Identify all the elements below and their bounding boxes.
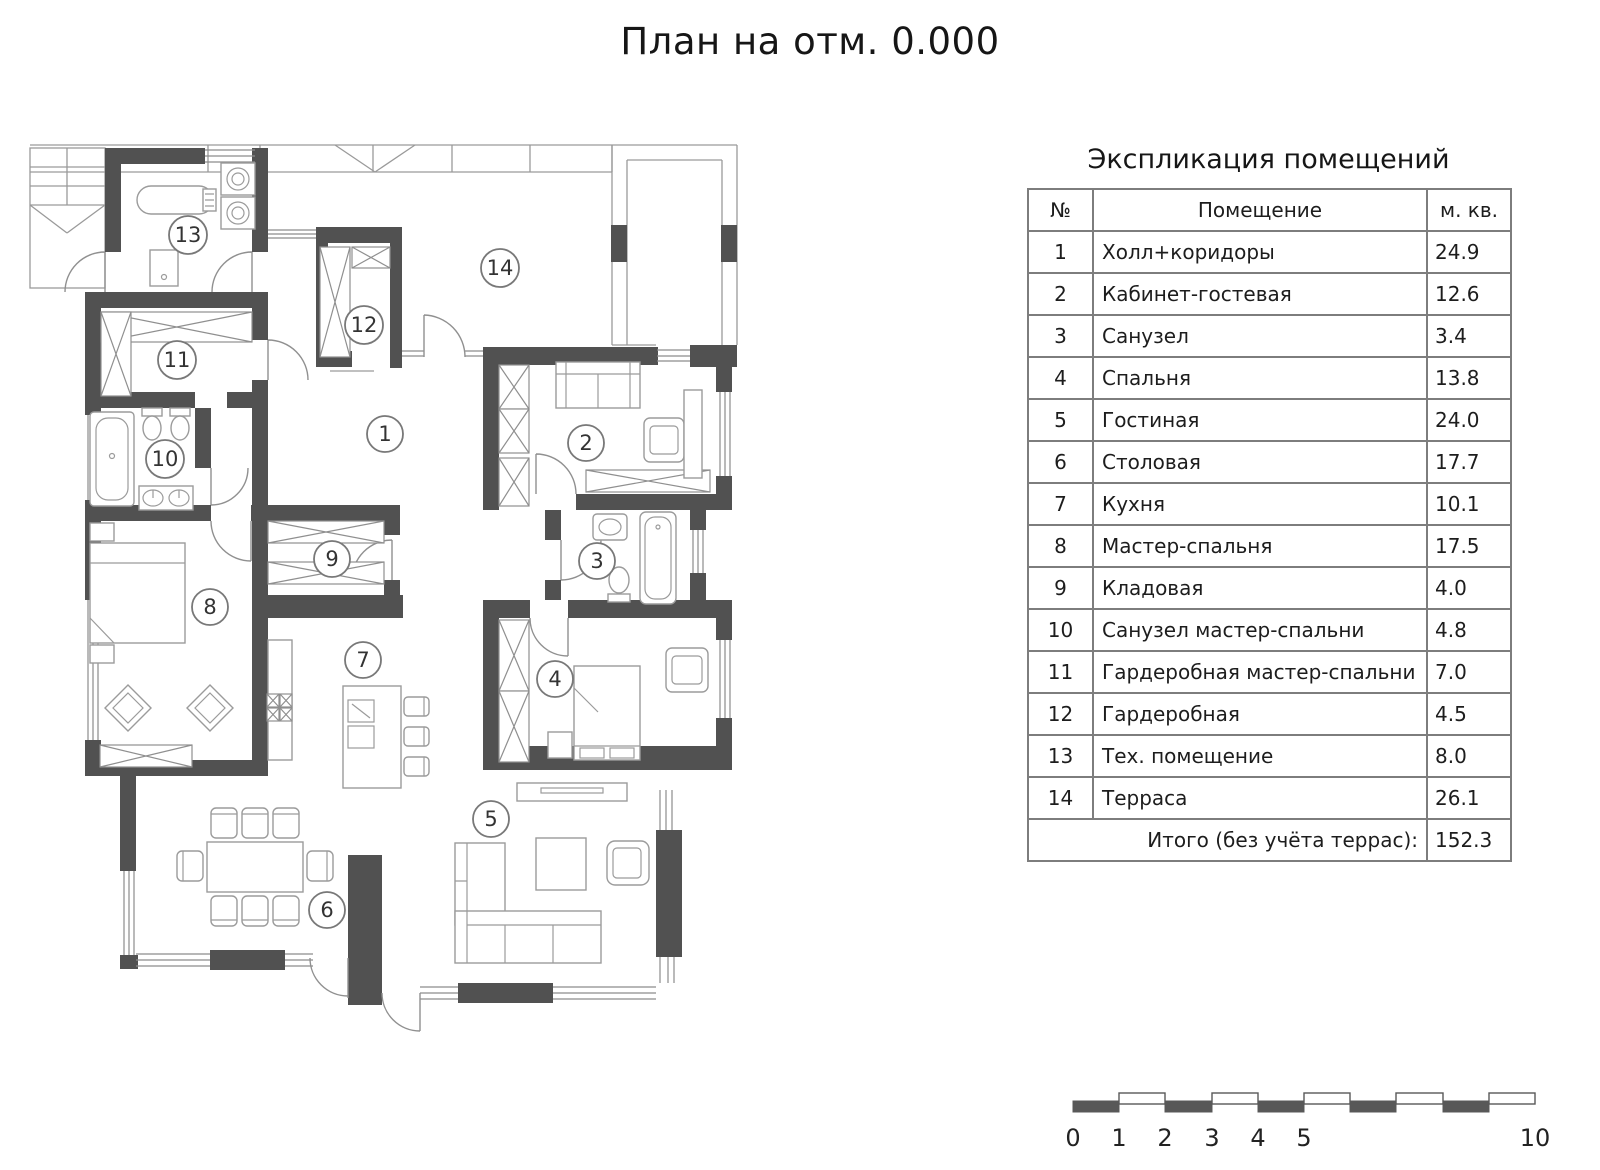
- total-label: Итого (без учёта террас):: [1028, 819, 1427, 861]
- room-label-9: [314, 541, 350, 577]
- room-num: 2: [1028, 273, 1093, 315]
- table-total-row: [1028, 819, 1511, 861]
- scale-label: 1: [1111, 1124, 1127, 1152]
- double-sink: [139, 486, 193, 510]
- room-name: Тех. помещение: [1093, 735, 1427, 777]
- room-label-2: [568, 425, 604, 461]
- dryer-icon: [221, 197, 255, 229]
- room-num: 5: [1028, 399, 1093, 441]
- svg-text:9: 9: [325, 547, 339, 571]
- room-name: Спальня: [1093, 357, 1427, 399]
- room-label-7: [345, 642, 381, 678]
- room-num: 1: [1028, 231, 1093, 273]
- room-num: 4: [1028, 357, 1093, 399]
- table-row: [1028, 315, 1511, 357]
- table-row: [1028, 693, 1511, 735]
- room-name: Гардеробная мастер-спальни: [1093, 651, 1427, 693]
- kitchen-island: [343, 686, 429, 788]
- bathtub-master: [90, 412, 134, 506]
- column-header-name: Помещение: [1093, 189, 1427, 231]
- terrace-outline: [612, 145, 737, 345]
- table-row: [1028, 567, 1511, 609]
- stove-icon: [267, 694, 292, 721]
- svg-text:14: 14: [486, 256, 514, 280]
- svg-text:4: 4: [548, 667, 562, 691]
- armchair-bedroom4: [666, 648, 708, 692]
- room-area: 4.0: [1427, 567, 1511, 609]
- room-num: 11: [1028, 651, 1093, 693]
- toilet-master: [142, 408, 162, 440]
- armchair: [105, 685, 151, 731]
- armchair-study: [644, 418, 684, 462]
- room-name: Кладовая: [1093, 567, 1427, 609]
- table-row: [1028, 483, 1511, 525]
- room-name: Кабинет-гостевая: [1093, 273, 1427, 315]
- armchair: [187, 685, 233, 731]
- svg-text:3: 3: [590, 549, 604, 573]
- closet-room4: [499, 620, 529, 762]
- total-value: 152.3: [1427, 819, 1511, 861]
- bathtub: [640, 512, 676, 604]
- room-area: 8.0: [1427, 735, 1511, 777]
- room-num: 9: [1028, 567, 1093, 609]
- armchair-living: [607, 841, 649, 885]
- room-label-1: [367, 416, 403, 452]
- svg-text:13: 13: [174, 223, 202, 247]
- room-area: 24.0: [1427, 399, 1511, 441]
- room-schedule-table: [1027, 188, 1512, 862]
- room-num: 13: [1028, 735, 1093, 777]
- svg-text:11: 11: [163, 348, 191, 372]
- room-area: 7.0: [1427, 651, 1511, 693]
- table-row: [1028, 735, 1511, 777]
- scale-label: 2: [1157, 1124, 1173, 1152]
- room-label-10: [146, 440, 184, 478]
- scale-label: 3: [1204, 1124, 1220, 1152]
- room-area: 12.6: [1427, 273, 1511, 315]
- scale-bar: [1065, 1093, 1550, 1152]
- column-header-num: №: [1028, 189, 1093, 231]
- scale-label: 0: [1065, 1124, 1081, 1152]
- table-row: [1028, 357, 1511, 399]
- scale-label: 10: [1519, 1124, 1551, 1152]
- boiler: [137, 186, 216, 214]
- svg-text:12: 12: [350, 313, 378, 337]
- room-label-12: [345, 306, 383, 344]
- coffee-table: [536, 838, 586, 890]
- room-name: Столовая: [1093, 441, 1427, 483]
- room-num: 7: [1028, 483, 1093, 525]
- room-label-4: [537, 661, 573, 697]
- svg-text:5: 5: [484, 807, 498, 831]
- room-label-13: [169, 216, 207, 254]
- room-name: Санузел: [1093, 315, 1427, 357]
- room-area: 4.5: [1427, 693, 1511, 735]
- room-num: 12: [1028, 693, 1093, 735]
- table-row: [1028, 399, 1511, 441]
- table-row: [1028, 777, 1511, 819]
- room-name: Кухня: [1093, 483, 1427, 525]
- utility-panel: [150, 250, 178, 286]
- sink-bath: [593, 514, 627, 540]
- bed-master: [90, 523, 185, 663]
- page-title: План на отм. 0.000: [620, 20, 1000, 63]
- scale-label: 5: [1296, 1124, 1312, 1152]
- desk-study: [684, 390, 702, 478]
- room-num: 14: [1028, 777, 1093, 819]
- svg-text:1: 1: [378, 422, 392, 446]
- room-area: 17.7: [1427, 441, 1511, 483]
- room-area: 4.8: [1427, 609, 1511, 651]
- table-row: [1028, 273, 1511, 315]
- table-row: [1028, 441, 1511, 483]
- room-label-3: [579, 543, 615, 579]
- svg-text:7: 7: [356, 648, 370, 672]
- room-num: 10: [1028, 609, 1093, 651]
- room-label-8: [192, 589, 228, 625]
- room-num: 8: [1028, 525, 1093, 567]
- room-area: 24.9: [1427, 231, 1511, 273]
- room-area: 10.1: [1427, 483, 1511, 525]
- room-label-6: [309, 892, 345, 928]
- room-name: Гардеробная: [1093, 693, 1427, 735]
- table-row: [1028, 231, 1511, 273]
- room-area: 17.5: [1427, 525, 1511, 567]
- sofa-study: [556, 362, 640, 408]
- table-row: [1028, 609, 1511, 651]
- room-name: Терраса: [1093, 777, 1427, 819]
- room-area: 26.1: [1427, 777, 1511, 819]
- scale-label: 4: [1250, 1124, 1266, 1152]
- room-label-11: [158, 341, 196, 379]
- washer-icon: [221, 163, 255, 195]
- room-name: Гостиная: [1093, 399, 1427, 441]
- room-num: 3: [1028, 315, 1093, 357]
- room-label-5: [473, 801, 509, 837]
- room-name: Мастер-спальня: [1093, 525, 1427, 567]
- room-num: 6: [1028, 441, 1093, 483]
- svg-text:8: 8: [203, 595, 217, 619]
- room-label-14: [481, 249, 519, 287]
- tv-stand: [517, 783, 627, 801]
- svg-text:10: 10: [151, 447, 179, 471]
- room-schedule-title: Экспликация помещений: [1087, 144, 1450, 175]
- room-area: 3.4: [1427, 315, 1511, 357]
- column-header-area: м. кв.: [1427, 189, 1511, 231]
- cabinet-room8: [100, 745, 192, 767]
- svg-text:2: 2: [579, 431, 593, 455]
- table-row: [1028, 651, 1511, 693]
- table-row: [1028, 525, 1511, 567]
- room-name: Холл+коридоры: [1093, 231, 1427, 273]
- room-name: Санузел мастер-спальни: [1093, 609, 1427, 651]
- room-schedule: [1027, 144, 1510, 862]
- svg-text:6: 6: [320, 898, 334, 922]
- table-header-row: [1028, 189, 1511, 231]
- bidet-master: [170, 408, 190, 440]
- room-area: 13.8: [1427, 357, 1511, 399]
